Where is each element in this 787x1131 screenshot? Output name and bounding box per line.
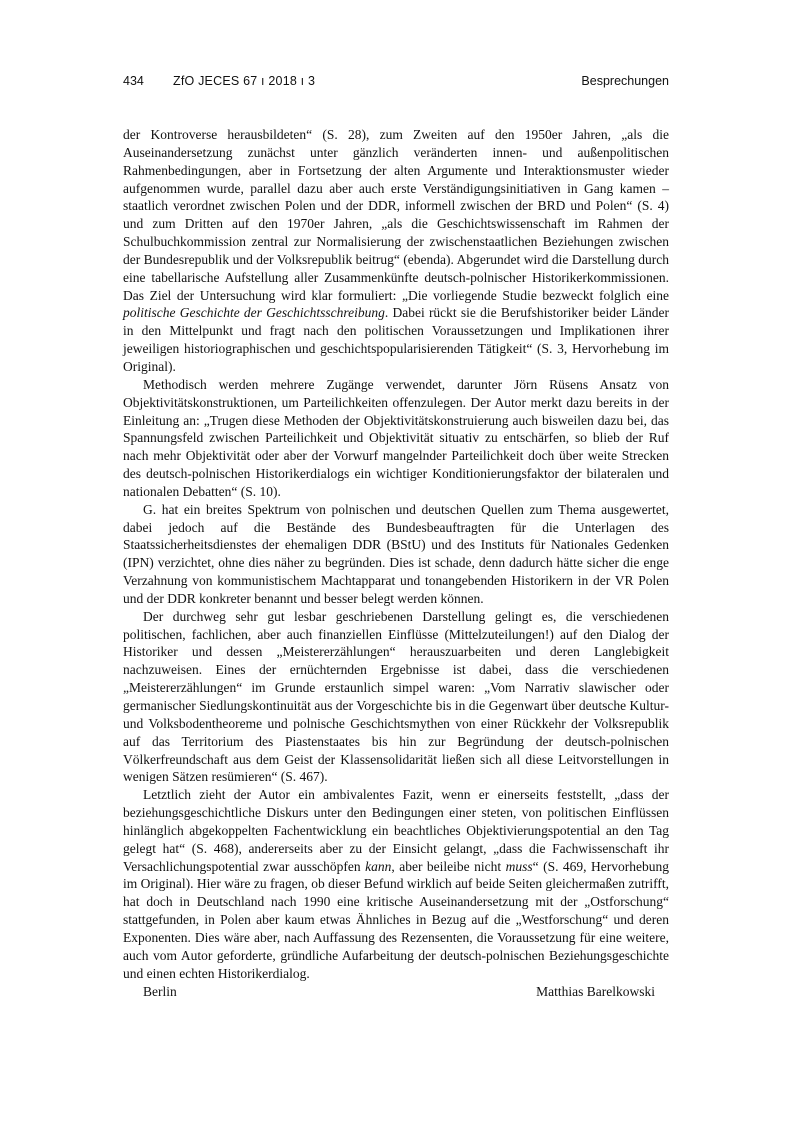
text-run: . Dabei rückt sie die Berufshistoriker beider Länder in den Mittelpunkt und fragt nach den politischen Voraussetzungen und Implikationen ihrer jeweiligen historiographischen und geschichtspopularisierenden Tätigkeit“ (S. 3, Hervorhebung im Original). <box>123 305 669 374</box>
review-body <box>123 126 669 1001</box>
emphasis-text: kann <box>365 858 392 874</box>
text-run: “ (S. 469, Hervorhebung im Original). Hier wäre zu fragen, ob dieser Befund wirklich auf beide Seiten gleichermaßen zutrifft, hat doch in Deutschland nach 1990 eine kritische Auseinandersetzung mit der „Ostforschung“ stattgefunden, in Polen aber kaum etwas Ähnliches in Bezug auf die „Westforschung“ und deren Exponenten. Dies wäre aber, nach Auffassung des Rezensenten, die Voraussetzung für eine weitere, auch vom Autor geforderte, gründliche Aufarbeitung der deutsch-polnischen Beziehungsgeschichte und einen echten Historikerdialog. <box>123 858 670 981</box>
emphasis-text: politische Geschichte der Geschichtsschreibung <box>123 305 385 321</box>
paragraph <box>123 608 669 786</box>
journal-info: ZfO JECES 67 ı 2018 ı 3 <box>173 74 316 88</box>
text-run: Der durchweg sehr gut lesbar geschriebenen Darstellung gelingt es, die verschiedenen politischen, fachlichen, aber auch finanziellen Einflüsse (Mittelzuteilungen!) auf den Dialog der Historiker und dessen „Meistererzählungen“ herauszuarbeiten und deren Langlebigkeit nachzuweisen. Eines der ernüchternden Ergebnisse ist dabei, dass die verschiedenen „Meistererzählungen“ im Grunde erstaunlich simpel waren: „Vom Narrativ slawischer oder germanischer Siedlungskontinuität aus der Vorgeschichte bis in die Gegenwart über deutsche Kultur- und Volksbodentheoreme und polnische Geschichtsmythen von einer Rückkehr der Volksrepublik auf das Territorium des Piastenstaates bis hin zur Begründung der deutsch-polnischen Völkerfreundschaft aus dem Geist der Klassensolidarität ließen sich all diese Leitvorstellungen in wenigen Sätzen resümieren“ (S. 467). <box>123 608 669 785</box>
section-title: Besprechungen <box>581 74 669 88</box>
paragraph <box>123 126 669 376</box>
text-run: Methodisch werden mehrere Zugänge verwendet, darunter Jörn Rüsens Ansatz von Objektivitätskonstruktionen, um Parteilichkeiten offenzulegen. Der Autor merkt dazu bereits in der Einleitung an: „Trugen diese Methoden der Objektivitätskonstruierung auch bisweilen dazu bei, das Spannungsfeld zwischen Parteilichkeit und Objektivität situativ zu entschärfen, so blieb der Ruf nach mehr Objektivität oder aber der Vorwurf mangelnder Parteilichkeit doch über weite Strecken des deutsch-polnischen Historikerdialogs ein wichtiger Konditionierungsfaktor der bilateralen und nationalen Debatten“ (S. 10). <box>123 376 669 499</box>
emphasis-text: muss <box>505 858 533 874</box>
page-number: 434 <box>123 74 144 88</box>
reviewer-name: Matthias Barelkowski <box>536 983 655 999</box>
signature-place: Berlin <box>143 983 177 999</box>
paragraph <box>123 501 669 608</box>
signature-line <box>123 983 669 1001</box>
text-run: , aber beileibe nicht <box>391 858 506 874</box>
text-run: der Kontroverse herausbildeten“ (S. 28), zum Zweiten auf den 1950er Jahren, „als die Auseinandersetzung zunächst unter gänzlich veränderten innen- und außenpolitischen Rahmenbedingungen, aber in Fortsetzung der alten Argumente und Interaktionsmuster wieder aufgenommen wurde, parallel dazu aber auch erste Verständigungsinitiativen in Gang kamen – staatlich verordnet zwischen Polen und der DDR, informell zwischen der BRD und Polen“ (S. 4) und zum Dritten auf den 1970er Jahren, „als die Geschichtswissenschaft im Rahmen der Schulbuchkommission zentral zur Normalisierung der zwischenstaatlichen Beziehungen zwischen der Bundesrepublik und der Volksrepublik beitrug“ (ebenda). Abgerundet wird die Darstellung durch eine tabellarische Aufstellung aller Zusammenkünfte deutsch-polnischer Historikerkommissionen. Das Ziel der Untersuchung wird klar formuliert: „Die vorliegende Studie bezweckt folglich eine <box>123 127 669 303</box>
text-run: Letztlich zieht der Autor ein ambivalentes Fazit, wenn er einerseits feststellt, „dass der beziehungsgeschichtliche Diskurs unter den Bedingungen einer steten, von politischen Einflüssen hinlänglich abgekoppelten Fachentwicklung ein beachtliches Objektivierungspotential an den Tag gelegt hat“ (S. 468), andererseits aber zu der Einsicht gelangt, „dass die Fachwissenschaft ihr Versachlichungspotential zwar ausschöpfen <box>123 787 669 874</box>
paragraph <box>123 376 669 501</box>
paragraph <box>123 786 669 982</box>
text-run: G. hat ein breites Spektrum von polnischen und deutschen Quellen zum Thema ausgewertet, dabei jedoch auf die Bestände des Bundesbeauftragten für die Unterlagen des Staatssicherheitsdienstes der ehemaligen DDR (BStU) und des Instituts für Nationales Gedenken (IPN) verzichtet, ohne dies näher zu begründen. Dies ist schade, denn dadurch hätte sicher die enge Verzahnung von kommunistischem Machtapparat und tonangebenden Historikern in der VR Polen und der DDR konkreter benannt und besser belegt werden können. <box>123 501 669 606</box>
running-header <box>123 74 669 94</box>
